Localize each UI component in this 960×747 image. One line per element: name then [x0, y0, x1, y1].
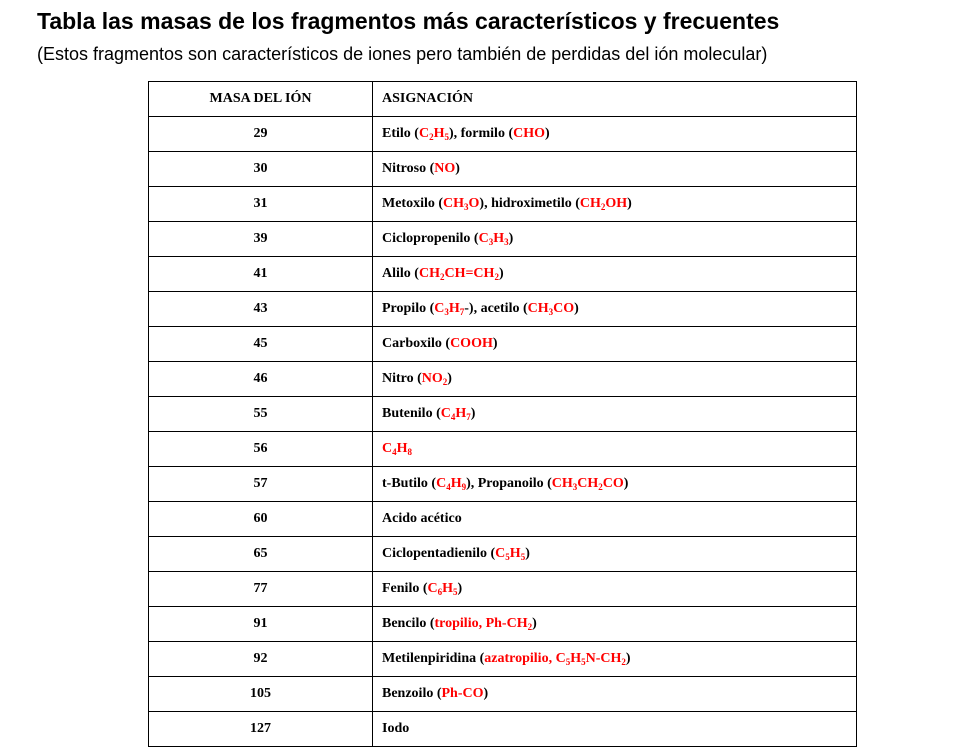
table-row	[149, 187, 857, 222]
formula-text: C	[495, 546, 506, 561]
fragments-table	[148, 81, 857, 747]
assignment-text: )	[627, 196, 632, 211]
assignment-text: Nitro (	[382, 371, 422, 386]
assignment-text: Etilo (	[382, 126, 419, 141]
formula-subscript: 4	[446, 482, 451, 492]
formula-subscript: 5	[581, 657, 586, 667]
assignment-text: )	[532, 616, 537, 631]
table-row	[149, 432, 857, 467]
formula-subscript: 2	[494, 272, 499, 282]
assignment-text: )	[455, 161, 460, 176]
formula-subscript: 3	[572, 482, 578, 492]
mass-cell: 105	[149, 677, 373, 712]
assignment-cell	[373, 187, 857, 222]
assignment-text: Benzoilo (	[382, 686, 442, 701]
formula-text: N-CH	[585, 651, 622, 666]
page-title: Tabla las masas de los fragmentos más característicos y frecuentes	[37, 8, 780, 34]
table-row	[149, 712, 857, 747]
formula-subscript: 9	[461, 482, 467, 492]
table-body	[149, 117, 857, 747]
mass-cell: 31	[149, 187, 373, 222]
assignment-text: )	[574, 301, 579, 316]
assignment-text: t-Butilo (	[382, 476, 437, 491]
assignment-text: )	[625, 651, 631, 666]
page-subtitle: (Estos fragmentos son característicos de iones pero también de perdidas del ión molecular)	[37, 44, 768, 64]
assignment-text: Acido acético	[382, 511, 462, 526]
assignment-text: Ciclopropenilo (	[382, 231, 479, 246]
formula-text: H	[450, 476, 462, 491]
column-header-mass: MASA DEL IÓN	[149, 82, 373, 117]
mass-cell: 39	[149, 222, 373, 257]
formula-text: H	[493, 231, 505, 246]
formula-text: C	[434, 301, 445, 316]
mass-cell: 41	[149, 257, 373, 292]
formula-text: CH	[579, 196, 601, 211]
assignment-text: )	[525, 546, 530, 561]
assignment-text: ), Propanoilo (	[466, 476, 552, 491]
assignment-text: )	[508, 231, 514, 246]
table-row	[149, 257, 857, 292]
mass-cell: 127	[149, 712, 373, 747]
assignment-text: ), formilo (	[448, 126, 514, 141]
formula-text: H	[442, 581, 454, 596]
table-row	[149, 327, 857, 362]
mass-cell: 92	[149, 642, 373, 677]
formula-subscript: 2	[442, 377, 448, 387]
formula-subscript: 4	[392, 447, 397, 457]
mass-cell: 57	[149, 467, 373, 502]
formula-text: azatropilio, C	[484, 651, 566, 666]
mass-cell: 46	[149, 362, 373, 397]
table-row	[149, 117, 857, 152]
assignment-text: -), acetilo (	[464, 301, 528, 316]
table-row	[149, 642, 857, 677]
assignment-cell	[373, 152, 857, 187]
formula-subscript: 2	[598, 482, 603, 492]
formula-subscript: 4	[450, 412, 456, 422]
assignment-text: )	[447, 371, 452, 386]
assignment-cell	[373, 607, 857, 642]
assignment-text: )	[492, 336, 498, 351]
mass-cell: 77	[149, 572, 373, 607]
table-row	[149, 467, 857, 502]
assignment-text: Nitroso (	[382, 161, 435, 176]
table-row	[149, 502, 857, 537]
assignment-text: )	[457, 581, 463, 596]
assignment-text: )	[623, 476, 629, 491]
assignment-text: Fenilo (	[382, 581, 428, 596]
table-header-row	[149, 82, 857, 117]
formula-subscript: 5	[453, 587, 458, 597]
table-row	[149, 397, 857, 432]
formula-subscript: 3	[444, 307, 449, 317]
column-header-assignment: ASIGNACIÓN	[373, 82, 857, 117]
formula-text: CH	[551, 476, 573, 491]
formula-subscript: 3	[488, 237, 494, 247]
assignment-cell	[373, 502, 857, 537]
assignment-cell	[373, 432, 857, 467]
assignment-cell	[373, 397, 857, 432]
mass-cell: 45	[149, 327, 373, 362]
assignment-text: )	[498, 266, 504, 281]
mass-cell: 56	[149, 432, 373, 467]
assignment-cell	[373, 362, 857, 397]
assignment-cell	[373, 222, 857, 257]
table-row	[149, 362, 857, 397]
mass-cell: 55	[149, 397, 373, 432]
formula-subscript: 8	[407, 447, 413, 457]
assignment-cell	[373, 642, 857, 677]
assignment-text: )	[483, 686, 489, 701]
formula-subscript: 2	[600, 202, 606, 212]
formula-text: CO	[602, 476, 624, 491]
assignment-text: Propilo (	[382, 301, 435, 316]
formula-text: C	[440, 406, 451, 421]
assignment-text: )	[545, 126, 550, 141]
mass-cell: 91	[149, 607, 373, 642]
mass-cell: 43	[149, 292, 373, 327]
formula-text: H	[396, 441, 408, 456]
assignment-text: Carboxilo (	[382, 336, 451, 351]
table-row	[149, 677, 857, 712]
assignment-cell	[373, 292, 857, 327]
formula-subscript: 2	[439, 272, 445, 282]
assignment-text: Metilenpiridina (	[382, 651, 485, 666]
assignment-cell	[373, 677, 857, 712]
assignment-cell	[373, 327, 857, 362]
formula-subscript: 5	[520, 552, 526, 562]
table-row	[149, 292, 857, 327]
formula-text: CHO	[513, 126, 546, 141]
formula-subscript: 7	[466, 412, 471, 422]
formula-subscript: 6	[437, 587, 443, 597]
mass-cell: 60	[149, 502, 373, 537]
formula-text: CO	[553, 301, 575, 316]
assignment-text: Iodo	[382, 721, 410, 736]
mass-cell: 30	[149, 152, 373, 187]
formula-subscript: 3	[464, 202, 469, 212]
mass-cell: 65	[149, 537, 373, 572]
formula-text: C	[436, 476, 447, 491]
formula-text: CH	[527, 301, 549, 316]
assignment-cell	[373, 537, 857, 572]
formula-text: O	[468, 196, 480, 211]
formula-subscript: 3	[548, 307, 554, 317]
formula-text: COOH	[450, 336, 493, 351]
assignment-text: Metoxilo (	[382, 196, 444, 211]
formula-subscript: 2	[429, 132, 434, 142]
formula-text: OH	[605, 196, 628, 211]
assignment-cell	[373, 712, 857, 747]
formula-text: tropilio, Ph-CH	[434, 616, 528, 631]
formula-text: NO	[421, 371, 443, 386]
formula-text: H	[433, 126, 445, 141]
formula-text: CH	[418, 266, 440, 281]
assignment-text: Butenilo (	[382, 406, 441, 421]
table-row	[149, 222, 857, 257]
formula-text: CH=CH	[444, 266, 495, 281]
formula-subscript: 5	[565, 657, 571, 667]
assignment-cell	[373, 572, 857, 607]
formula-text: C	[418, 126, 430, 141]
formula-text: CH	[577, 476, 599, 491]
assignment-cell	[373, 257, 857, 292]
formula-subscript: 3	[504, 237, 509, 247]
assignment-text: Ciclopentadienilo (	[382, 546, 496, 561]
assignment-text: ), hidroximetilo (	[479, 196, 580, 211]
table-row	[149, 607, 857, 642]
assignment-cell	[373, 467, 857, 502]
assignment-text: )	[470, 406, 476, 421]
formula-text: H	[570, 651, 582, 666]
table-row	[149, 572, 857, 607]
formula-text: C	[478, 231, 489, 246]
formula-subscript: 5	[444, 132, 449, 142]
table-row	[149, 537, 857, 572]
mass-cell: 29	[149, 117, 373, 152]
formula-subscript: 7	[459, 307, 465, 317]
assignment-cell	[373, 117, 857, 152]
formula-text: NO	[434, 161, 456, 176]
assignment-text: Bencilo (	[382, 616, 435, 631]
formula-text: H	[455, 406, 467, 421]
formula-text: H	[448, 301, 460, 316]
formula-subscript: 2	[621, 657, 626, 667]
formula-text: C	[427, 581, 438, 596]
formula-subscript: 2	[527, 622, 533, 632]
assignment-text: Alilo (	[382, 266, 419, 281]
formula-text: H	[509, 546, 521, 561]
formula-subscript: 5	[505, 552, 510, 562]
formula-text: CH	[443, 196, 465, 211]
formula-text: C	[382, 441, 393, 456]
formula-text: Ph-CO	[441, 686, 484, 701]
table-row	[149, 152, 857, 187]
